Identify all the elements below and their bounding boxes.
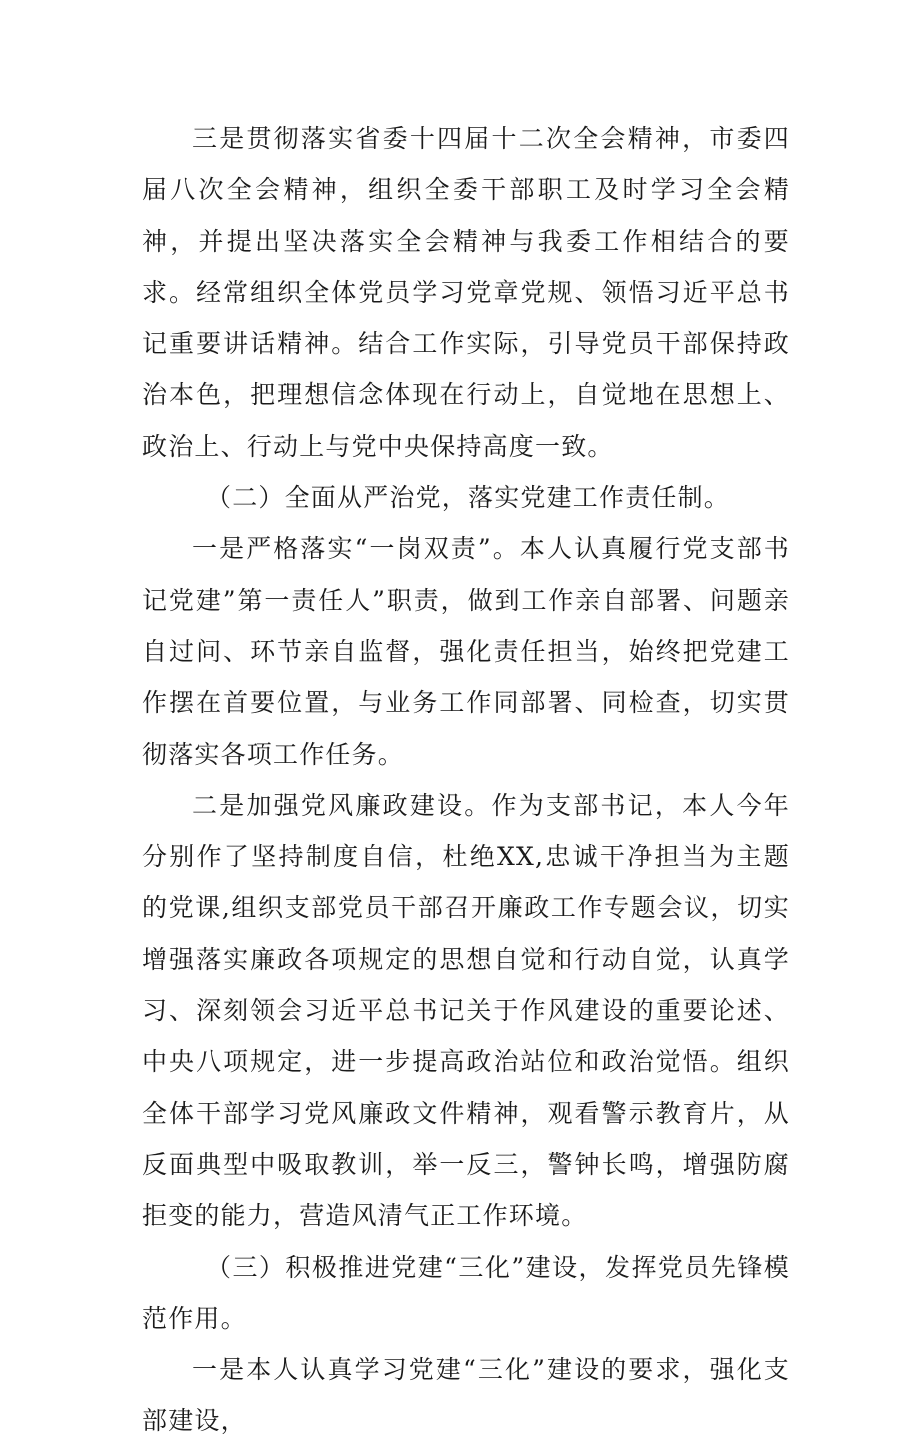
paragraph-body: 二是加强党风廉政建设。作为支部书记，本人今年分别作了坚持制度自信，杜绝XX,忠诚干净担当为主题的党课,组织支部党员干部召开廉政工作专题会议，切实增强落实廉政各项规定的思想自觉和行动自觉，认真学习、深刻领会习近平总书记关于作风建设的重要论述、中央八项规定，进一步提高政治站位和政治觉悟。组织全体干部学习党风廉政文件精神，观看警示教育片，从反面典型中吸取教训，举一反三，警钟长鸣，增强防腐拒变的能力，营造风清气正工作环境。 bbox=[142, 790, 790, 1231]
paragraph-body: 一是本人认真学习党建“三化”建设的要求，强化支部建设， bbox=[142, 1355, 790, 1436]
paragraph-body: 一是严格落实“一岗双责”。本人认真履行党支部书记党建”第一责任人”职责，做到工作亲自部署、问题亲自过问、环节亲自监督，强化责任担当，始终把党建工作摆在首要位置，与业务工作同部署、同检查，切实贯彻落实各项工作任务。 bbox=[142, 534, 790, 769]
paragraph-body: 三是贯彻落实省委十四届十二次全会精神，市委四届八次全会精神，组织全委干部职工及时学习全会精神，并提出坚决落实全会精神与我委工作相结合的要求。经常组织全体党员学习党章党规、领悟习近平总书记重要讲话精神。结合工作实际，引导党员干部保持政治本色，把理想信念体现在行动上，自觉地在思想上、政治上、行动上与党中央保持高度一致。 bbox=[142, 124, 790, 461]
section-heading: （三）积极推进党建“三化”建设，发挥党员先锋模范作用。 bbox=[142, 1252, 790, 1333]
section-heading: （二）全面从严治党，落实党建工作责任制。 bbox=[206, 483, 731, 513]
document-body bbox=[142, 113, 790, 1447]
